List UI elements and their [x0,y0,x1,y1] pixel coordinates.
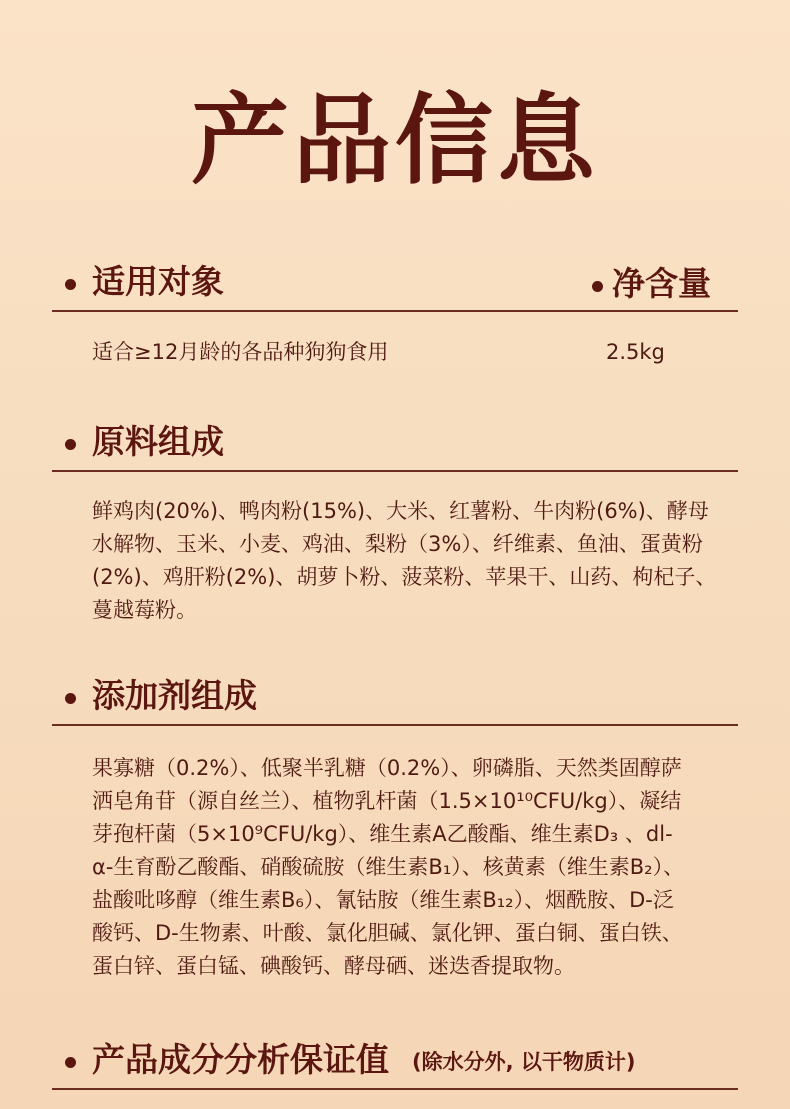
bullet-icon [65,279,76,290]
applicable-title: 适用对象 [92,262,224,301]
applicable-value: 适合≥12月龄的各品种狗狗食用 [92,340,389,364]
page-title: 产品信息 [190,84,599,198]
additives-title: 添加剂组成 [92,676,257,715]
additives-header [52,676,738,726]
net-content-title: 净含量 [612,264,711,303]
guaranteed-analysis-title: 产品成分分析保证值 [92,1040,389,1079]
net-content-heading [588,264,738,302]
additives-body: 果寡糖（0.2%）、低聚半乳糖（0.2%）、卵磷脂、天然类固醇萨 洒皂角苷（源自丝兰）、植物乳杆菌（1.5×10¹⁰CFU/kg）、凝结 芽孢杆菌（5×10⁹CFU/kg）、维生素A乙酸酯、维生素D₃ 、dl- α-生育酚乙酸酯、硝酸硫胺（维生素B₁）、核黄素（维生素B₂）、 盐酸吡哆醇（维生素B₆）、氰钴胺（维生素B₁₂）、烟酰胺、D-泛 酸钙、D-生物素、叶酸、氯化胆碱、氯化钾、蛋白铜、蛋白铁、 蛋白锌、蛋白锰、碘酸钙、酵母硒、迷迭香提取物。 [92,756,685,978]
bullet-icon [592,281,603,292]
applicable-net-content-header [52,262,738,312]
bullet-icon [65,693,76,704]
guaranteed-analysis-header [52,1040,738,1090]
net-content-value: 2.5kg [606,340,665,364]
raw-materials-title: 原料组成 [92,422,224,461]
bullet-icon [65,439,76,450]
bullet-icon [65,1057,76,1068]
guaranteed-analysis-note: (除水分外, 以干物质计) [412,1050,636,1074]
raw-materials-header [52,422,738,472]
raw-materials-body: 鲜鸡肉(20%)、鸭肉粉(15%)、大米、红薯粉、牛肉粉(6%)、酵母 水解物、玉米、小麦、鸡油、梨粉（3%）、纤维素、鱼油、蛋黄粉 (2%)、鸡肝粉(2%)、胡萝卜粉、菠菜粉、苹果干、山药、枸杞子、 蔓越莓粉。 [92,499,717,622]
